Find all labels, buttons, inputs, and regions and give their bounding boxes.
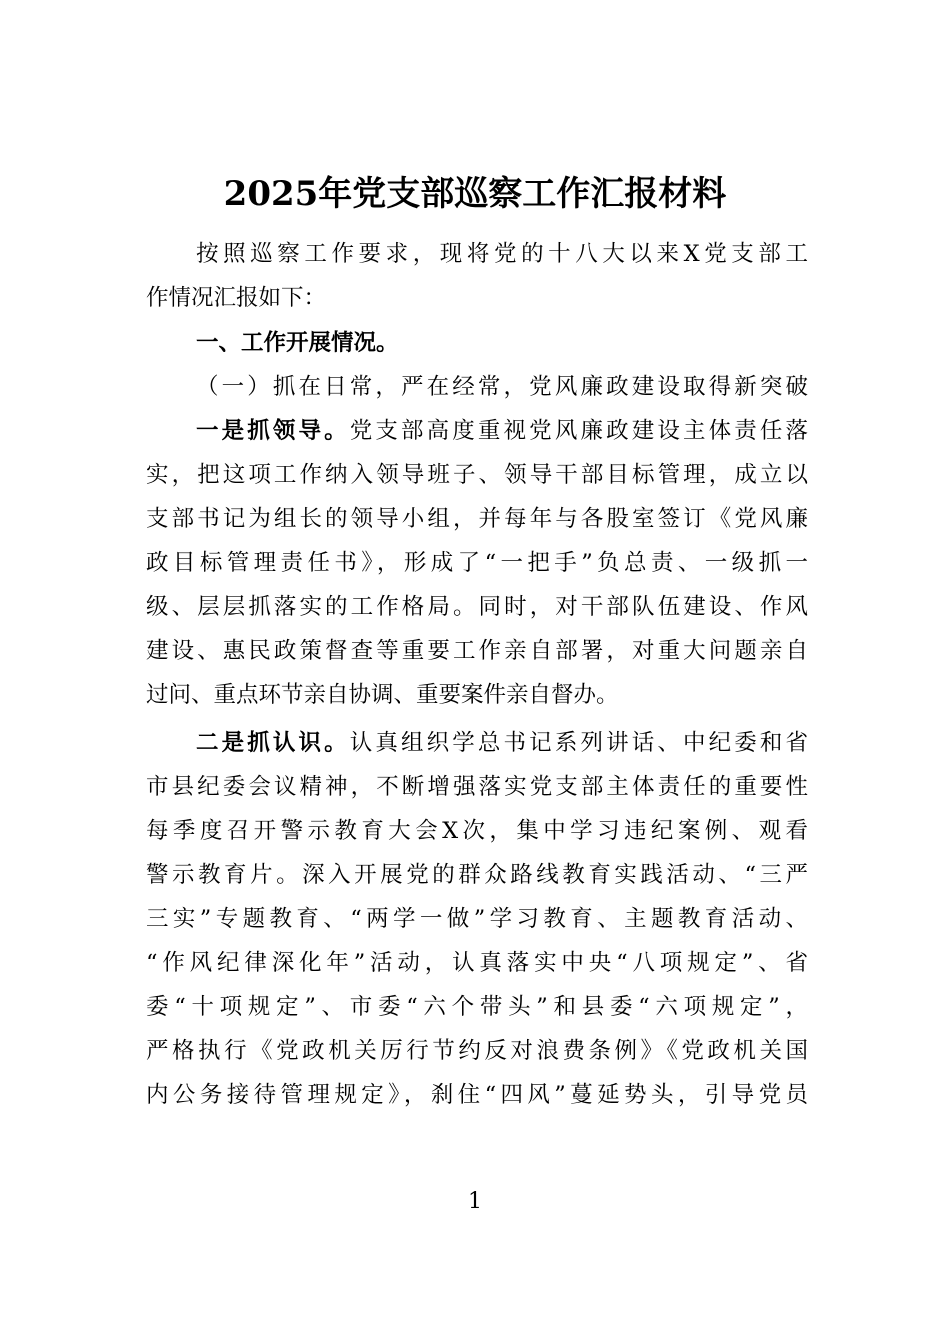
paragraph-line: 政目标管理责任书》，形成了“一把手”负总责、一级抓一 — [146, 550, 808, 576]
paragraph-line: 过问、重点环节亲自协调、重要案件亲自督办。 — [146, 682, 619, 708]
paragraph-line: 委“十项规定”、市委“六个带头”和县委“六项规定”， — [146, 994, 808, 1020]
section-heading: 一、工作开展情况。 — [196, 330, 399, 356]
paragraph-line: 市县纪委会议精神，不断增强落实党支部主体责任的重要性 — [146, 774, 808, 800]
paragraph-first-line — [196, 721, 808, 765]
paragraph-line: 内公务接待管理规定》，刹住“四风”蔓延势头，引导党员 — [146, 1082, 808, 1108]
paragraph-lead: 一是抓领导。 — [196, 418, 350, 444]
document-title: 2025年党支部巡察工作汇报材料 — [223, 174, 727, 214]
intro-line: 按照巡察工作要求，现将党的十八大以来X党支部工 — [196, 241, 808, 267]
paragraph-line: 严格执行《党政机关厉行节约反对浪费条例》《党政机关国 — [146, 1038, 808, 1064]
paragraph-line: 三实”专题教育、“两学一做”学习教育、主题教育活动、 — [146, 906, 808, 932]
intro-line: 作情况汇报如下： — [146, 285, 327, 311]
paragraph-line: 支部书记为组长的领导小组，并每年与各股室签订《党风廉 — [146, 506, 808, 532]
paragraph-line: 实，把这项工作纳入领导班子、领导干部目标管理，成立以 — [146, 462, 808, 488]
paragraph-line: 建设、惠民政策督查等重要工作亲自部署，对重大问题亲自 — [146, 638, 808, 664]
paragraph-text: 党支部高度重视党风廉政建设主体责任落 — [349, 418, 808, 444]
paragraph-first-line — [196, 409, 808, 453]
page-number: 1 — [468, 1189, 482, 1214]
paragraph-line: 级、层层抓落实的工作格局。同时，对干部队伍建设、作风 — [146, 594, 808, 620]
paragraph-text: 认真组织学总书记系列讲话、中纪委和省 — [349, 730, 808, 756]
subsection-heading: （一）抓在日常，严在经常，党风廉政建设取得新突破 — [196, 374, 808, 400]
paragraph-line: 每季度召开警示教育大会X次，集中学习违纪案例、观看 — [146, 818, 808, 844]
paragraph-line: 警示教育片。深入开展党的群众路线教育实践活动、“三严 — [146, 862, 808, 888]
paragraph-lead: 二是抓认识。 — [196, 730, 350, 756]
paragraph-line: “作风纪律深化年”活动，认真落实中央“八项规定”、省 — [146, 950, 808, 976]
